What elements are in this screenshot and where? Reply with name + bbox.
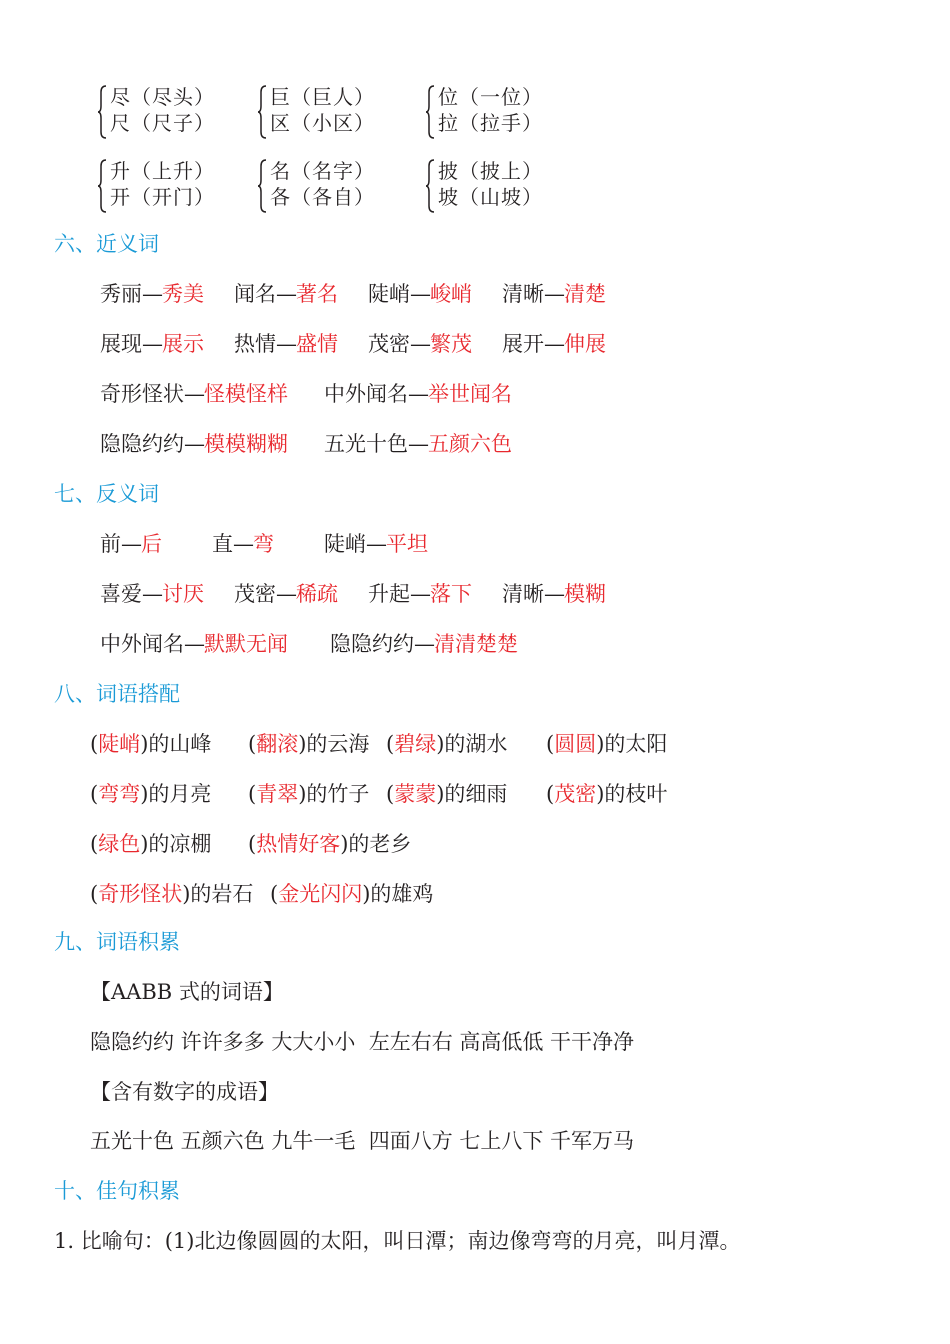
- answer: 默默无闻: [204, 632, 288, 656]
- form-pair-word-b: 坡（山坡）: [438, 185, 543, 209]
- word: 的雄鸡: [370, 882, 434, 906]
- word: 的岩石: [190, 882, 254, 906]
- word: 隐隐约约: [330, 632, 414, 656]
- answer: 峻峭: [430, 282, 472, 306]
- form-pair-word-b: 拉（拉手）: [438, 111, 543, 135]
- section-7-heading: 七、反义词: [54, 482, 159, 506]
- answer: 讨厌: [162, 582, 204, 606]
- word: 的细雨: [444, 782, 508, 806]
- answer: 蒙蒙: [394, 782, 437, 806]
- answer: 举世闻名: [428, 382, 512, 406]
- answer: 翻滚: [256, 732, 299, 756]
- form-pair-word-b: 各（各自）: [270, 185, 375, 209]
- word: 直: [212, 532, 233, 556]
- word: 展现: [100, 332, 142, 356]
- brace-icon: [426, 158, 436, 214]
- form-pair-word-b: 尺（尺子）: [110, 111, 215, 135]
- answer: 繁茂: [430, 332, 472, 356]
- word: 的凉棚: [148, 832, 212, 856]
- answer: 陡峭: [98, 732, 141, 756]
- word: 五光十色: [324, 432, 408, 456]
- answer: 碧绿: [394, 732, 437, 756]
- word: 茂密: [368, 332, 410, 356]
- word: 的云海: [306, 732, 370, 756]
- word: 的太阳: [604, 732, 668, 756]
- answer: 著名: [296, 282, 338, 306]
- answer: 怪模怪样: [204, 382, 288, 406]
- form-pair-word-a: 巨（巨人）: [270, 85, 375, 109]
- brace-icon: [426, 84, 436, 140]
- form-pair-word-a: 名（名字）: [270, 159, 375, 183]
- answer: 清清楚楚: [434, 632, 518, 656]
- number-idiom-subheading: 【含有数字的成语】: [90, 1080, 279, 1104]
- word: 奇形怪状: [100, 382, 184, 406]
- word: 前: [100, 532, 121, 556]
- word: 秀丽: [100, 282, 142, 306]
- answer: 伸展: [564, 332, 606, 356]
- word: 喜爱: [100, 582, 142, 606]
- answer: 茂密: [554, 782, 597, 806]
- form-pair-word-a: 位（一位）: [438, 85, 543, 109]
- section-6-heading: 六、近义词: [54, 232, 159, 256]
- brace-icon: [258, 158, 268, 214]
- word: 的山峰: [148, 732, 212, 756]
- brace-icon: [258, 84, 268, 140]
- answer: 模模糊糊: [204, 432, 288, 456]
- brace-icon: [98, 158, 108, 214]
- answer: 盛情: [296, 332, 338, 356]
- form-pair-word-a: 尽（尽头）: [110, 85, 215, 109]
- word: 陡峭: [324, 532, 366, 556]
- aabb-words: 隐隐约约 许许多多 大大小小 左左右右 高高低低 干干净净: [90, 1030, 635, 1054]
- section-10-heading: 十、佳句积累: [54, 1179, 180, 1203]
- word: 陡峭: [368, 282, 410, 306]
- answer: 落下: [430, 582, 472, 606]
- number-idioms: 五光十色 五颜六色 九牛一毛 四面八方 七上八下 千军万马: [90, 1129, 635, 1153]
- answer: 稀疏: [296, 582, 338, 606]
- word: 隐隐约约: [100, 432, 184, 456]
- word: 闻名: [234, 282, 276, 306]
- answer: 弯弯: [98, 782, 141, 806]
- answer: 平坦: [386, 532, 428, 556]
- section-9-heading: 九、词语积累: [54, 930, 180, 954]
- answer: 热情好客: [256, 832, 341, 856]
- word: 茂密: [234, 582, 276, 606]
- answer: 模糊: [564, 582, 606, 606]
- form-pair-word-a: 升（上升）: [110, 159, 215, 183]
- answer: 圆圆: [554, 732, 597, 756]
- aabb-subheading: 【AABB 式的词语】: [90, 980, 284, 1004]
- word: 热情: [234, 332, 276, 356]
- word: 展开: [502, 332, 544, 356]
- answer: 金光闪闪: [278, 882, 363, 906]
- answer: 秀美: [162, 282, 204, 306]
- brace-icon: [98, 84, 108, 140]
- word: 清晰: [502, 282, 544, 306]
- answer: 奇形怪状: [98, 882, 183, 906]
- answer: 后: [141, 532, 162, 556]
- answer: 绿色: [98, 832, 141, 856]
- word: 的湖水: [444, 732, 508, 756]
- word: 中外闻名: [324, 382, 408, 406]
- answer: 五颜六色: [428, 432, 512, 456]
- word: 清晰: [502, 582, 544, 606]
- answer: 展示: [162, 332, 204, 356]
- form-pair-word-b: 区（小区）: [270, 111, 375, 135]
- word: 的枝叶: [604, 782, 668, 806]
- simile-sentence: 1. 比喻句：(1)北边像圆圆的太阳，叫日潭；南边像弯弯的月亮，叫月潭。: [54, 1229, 741, 1253]
- word: 的月亮: [148, 782, 212, 806]
- word: 的竹子: [306, 782, 370, 806]
- word: 升起: [368, 582, 410, 606]
- word: 中外闻名: [100, 632, 184, 656]
- answer: 青翠: [256, 782, 299, 806]
- answer: 清楚: [564, 282, 606, 306]
- form-pair-word-a: 披（披上）: [438, 159, 543, 183]
- form-pair-word-b: 开（开门）: [110, 185, 215, 209]
- section-8-heading: 八、词语搭配: [54, 682, 180, 706]
- answer: 弯: [253, 532, 274, 556]
- word: 的老乡: [348, 832, 412, 856]
